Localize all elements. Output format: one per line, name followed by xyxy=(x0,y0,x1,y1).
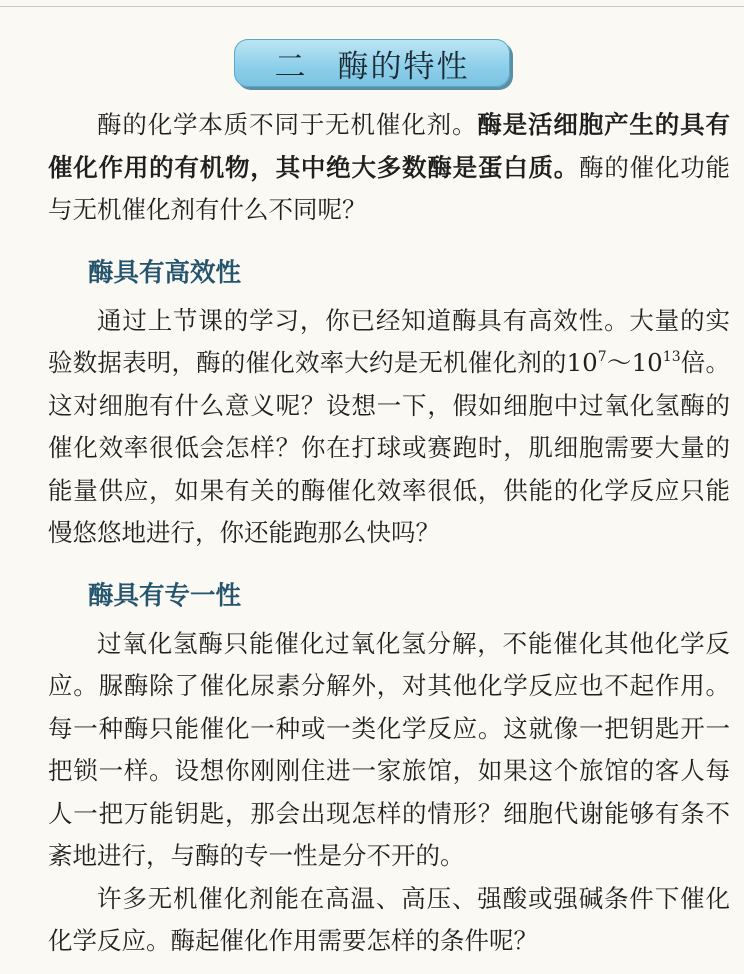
textbook-body xyxy=(48,104,730,963)
intro-text-1: 酶的化学本质不同于无机催化剂。 xyxy=(97,110,478,139)
specificity-paragraph-1: 过氧化氢酶只能催化过氧化氢分解，不能催化其他化学反应。脲酶除了催化尿素分解外，对其他化学反应也不起作用。每一种酶只能催化一种或一类化学反应。这就像一把钥匙开一把锁一样。设想你刚刚住进一家旅馆，如果这个旅馆的客人每人一把万能钥匙，那会出现怎样的情形？细胞代谢能够有条不紊地进行，与酶的专一性是分不开的。 xyxy=(48,628,730,870)
efficiency-paragraph xyxy=(48,300,730,555)
intro-paragraph xyxy=(48,104,730,232)
intro-text-2: 酶的催化功能与无机催化剂有什么不同呢？ xyxy=(48,152,731,224)
exponent-13: 13 xyxy=(662,349,681,365)
section-header-wrap xyxy=(0,34,744,92)
intro-bold-definition: 酶是活细胞产生的具有催化作用的有机物，其中绝大多数酶是蛋白质。 xyxy=(48,110,730,182)
efficiency-text-c: 倍。这对细胞有什么意义呢？设想一下，假如细胞中过氧化氢酶的催化效率很低会怎样？你在打球或赛跑时，肌细胞需要大量的能量供应，如果有关的酶催化效率很低，供能的化学反应只能慢悠悠地进行，你还能跑那么快吗？ xyxy=(48,348,730,547)
section-title: 酶的特性 xyxy=(337,48,470,85)
heading-specificity: 酶具有专一性 xyxy=(88,580,242,611)
exponent-7: 7 xyxy=(597,349,607,365)
heading-efficiency: 酶具有高效性 xyxy=(88,257,242,288)
section-number: 二 xyxy=(274,48,308,85)
section-header xyxy=(234,39,510,87)
efficiency-text-b: ～10 xyxy=(606,348,663,377)
specificity-paragraph-2: 许多无机催化剂能在高温、高压、强酸或强碱条件下催化化学反应。酶起催化作用需要怎样的条件呢？ xyxy=(48,883,730,955)
top-divider xyxy=(0,6,744,7)
efficiency-text-a: 通过上节课的学习，你已经知道酶具有高效性。大量的实验数据表明，酶的催化效率大约是无机催化剂的10 xyxy=(48,305,730,377)
